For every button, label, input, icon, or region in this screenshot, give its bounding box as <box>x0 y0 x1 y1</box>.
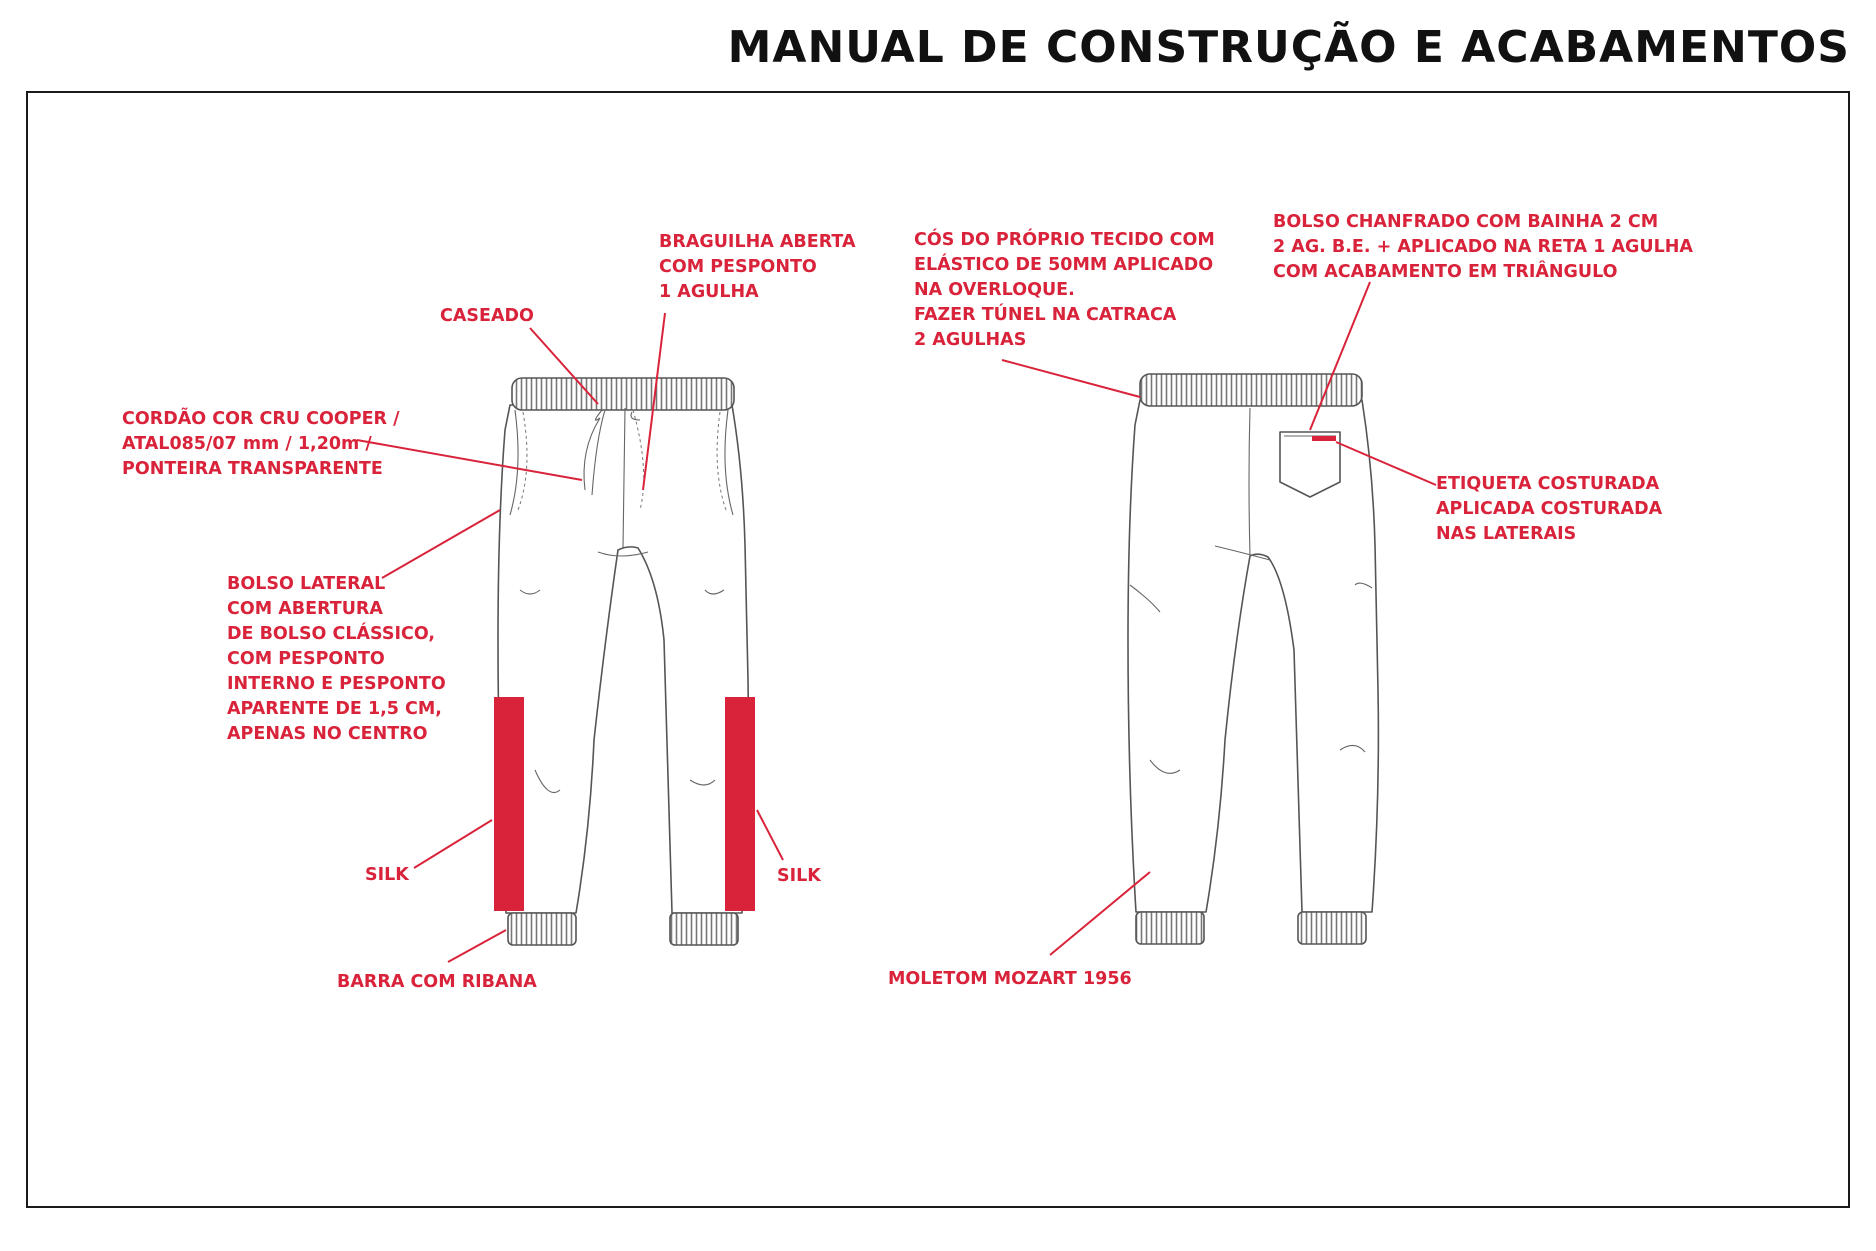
front-pants <box>494 378 755 945</box>
label-moletom <box>888 969 1132 989</box>
label-cos <box>914 228 1215 350</box>
front-cuff-left <box>508 913 576 945</box>
annotations <box>122 212 1693 992</box>
label-line: BOLSO LATERAL <box>227 574 386 594</box>
label-line: ELÁSTICO DE 50MM APLICADO <box>914 255 1214 275</box>
back-cuff-left <box>1136 912 1204 944</box>
label-line: 2 AG. B.E. + APLICADO NA RETA 1 AGULHA <box>1273 237 1693 257</box>
leader-barra <box>448 930 506 962</box>
label-line: BOLSO CHANFRADO COM BAINHA 2 CM <box>1273 212 1659 232</box>
leader-silk-left <box>414 820 492 868</box>
back-cuff-right <box>1298 912 1366 944</box>
label-line: NA OVERLOQUE. <box>914 280 1075 300</box>
label-cordao <box>122 406 400 479</box>
label-silk-left <box>365 865 410 885</box>
label-line: SILK <box>777 866 821 886</box>
label-line: CORDÃO COR CRU COOPER / <box>122 409 400 429</box>
label-line: APLICADA COSTURADA <box>1436 499 1663 519</box>
label-line: DE BOLSO CLÁSSICO, <box>227 624 435 644</box>
front-cuff-right <box>670 913 738 945</box>
back-pants <box>1128 374 1378 944</box>
label-line: BARRA COM RIBANA <box>337 972 537 992</box>
label-etiqueta <box>1436 474 1663 544</box>
label-line: APARENTE DE 1,5 CM, <box>227 699 442 719</box>
label-line: COM ABERTURA <box>227 599 383 619</box>
label-braguilha <box>659 232 856 302</box>
back-pants-body <box>1128 400 1378 912</box>
leader-bolso-lateral <box>382 510 500 578</box>
label-bolso-lateral <box>227 574 446 744</box>
label-line: CASEADO <box>440 306 534 326</box>
front-pants-body <box>498 405 748 913</box>
label-line: 2 AGULHAS <box>914 330 1027 350</box>
label-line: CÓS DO PRÓPRIO TECIDO COM <box>914 230 1215 250</box>
silk-stripe-left <box>494 697 524 911</box>
label-line: 1 AGULHA <box>659 282 759 302</box>
label-line: ATAL085/07 mm / 1,20m / <box>122 434 372 454</box>
label-line: COM PESPONTO <box>659 257 817 277</box>
label-line: PONTEIRA TRANSPARENTE <box>122 459 383 479</box>
leader-cos <box>1002 360 1140 397</box>
back-pocket <box>1280 432 1340 497</box>
silk-stripe-right <box>725 697 755 911</box>
leader-moletom <box>1050 872 1150 955</box>
label-line: NAS LATERAIS <box>1436 524 1577 544</box>
label-barra <box>337 972 537 992</box>
label-line: MOLETOM MOZART 1956 <box>888 969 1132 989</box>
label-line: FAZER TÚNEL NA CATRACA <box>914 305 1177 325</box>
label-silk-right <box>777 866 822 886</box>
front-waistband <box>512 378 734 410</box>
leader-silk-right <box>757 810 783 860</box>
label-line: BRAGUILHA ABERTA <box>659 232 856 252</box>
label-line: ETIQUETA COSTURADA <box>1436 474 1660 494</box>
label-line: COM PESPONTO <box>227 649 385 669</box>
label-line: SILK <box>365 865 409 885</box>
back-waistband <box>1140 374 1362 406</box>
label-line: APENAS NO CENTRO <box>227 724 428 744</box>
back-label <box>1312 436 1336 441</box>
label-caseado <box>440 306 534 326</box>
label-bolso-chanfrado <box>1273 212 1693 282</box>
label-line: COM ACABAMENTO EM TRIÂNGULO <box>1273 262 1618 282</box>
label-line: INTERNO E PESPONTO <box>227 674 446 694</box>
page-title: MANUAL DE CONSTRUÇÃO E ACABAMENTOS <box>727 22 1850 73</box>
